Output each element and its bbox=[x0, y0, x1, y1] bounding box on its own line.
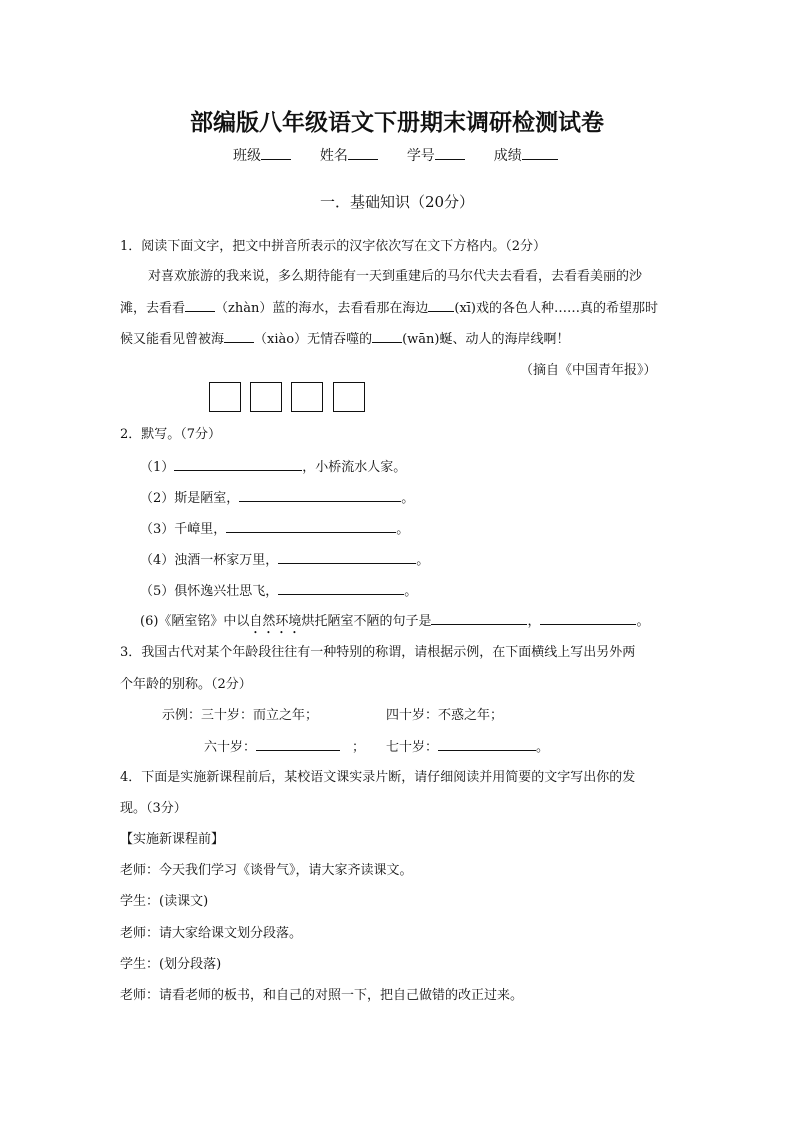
student-id-blank[interactable] bbox=[435, 147, 465, 160]
q4-transcript-line: 【实施新课程前】 bbox=[120, 832, 225, 847]
q4-stem-line2: 现。（3分） bbox=[120, 801, 187, 816]
q4-transcript-line: 学生：(读课文) bbox=[120, 894, 209, 909]
student-info-row bbox=[233, 147, 558, 165]
answer-box-3[interactable] bbox=[291, 382, 323, 412]
recite-blank-3[interactable] bbox=[226, 520, 396, 533]
score-blank[interactable] bbox=[522, 147, 558, 160]
q1-passage-line1: 对喜欢旅游的我来说，多么期待能有一天到重建后的马尔代夫去看看，去看看美丽的沙 bbox=[148, 269, 643, 284]
q1-stem: 1．阅读下面文字，把文中拼音所表示的汉字依次写在文下方格内。（2分） bbox=[120, 239, 547, 254]
pinyin-blank-1[interactable] bbox=[185, 299, 215, 312]
student-id-label: 学号 bbox=[406, 148, 435, 164]
pinyin-blank-4[interactable] bbox=[372, 330, 402, 343]
age-name-blank-1[interactable] bbox=[256, 738, 340, 751]
q3-stem-line1: 3．我国古代对某个年龄段往往有一种特别的称谓，请根据示例，在下面横线上写出另外两 bbox=[120, 645, 636, 660]
q2-item-5: （5）俱怀逸兴壮思飞， 。 bbox=[140, 584, 418, 599]
recite-blank-2[interactable] bbox=[239, 489, 401, 502]
q4-transcript-line: 老师：今天我们学习《谈骨气》，请大家齐读课文。 bbox=[120, 863, 413, 878]
emphasized-phrase: 自然环境 bbox=[249, 614, 302, 629]
recite-blank-6a[interactable] bbox=[431, 612, 527, 625]
q1-passage-line2: 滩，去看看 （zhàn）蓝的海水，去看看那在海边 (xī)戏的各色人种……真的希望那时 bbox=[120, 301, 659, 316]
age-name-blank-2[interactable] bbox=[438, 738, 536, 751]
q4-stem-line1: 4．下面是实施新课程前后，某校语文课实录片断，请仔细阅读并用简要的文字写出你的发 bbox=[120, 770, 636, 785]
page-title: 部编版八年级语文下册期末调研检测试卷 bbox=[190, 110, 604, 136]
class-label: 班级 bbox=[233, 148, 261, 164]
q3-example-1: 示例：三十岁：而立之年； bbox=[162, 708, 319, 723]
q2-item-4: （4）浊酒一杯家万里， 。 bbox=[140, 553, 430, 568]
q2-item-3: （3）千嶂里， 。 bbox=[140, 522, 410, 537]
answer-box-4[interactable] bbox=[333, 382, 365, 412]
q3-stem-line2: 个年龄的别称。（2分） bbox=[120, 677, 252, 692]
recite-blank-1[interactable] bbox=[174, 458, 302, 471]
section-heading: 一．基础知识（20分） bbox=[319, 193, 475, 211]
score-label: 成绩 bbox=[493, 148, 522, 164]
q4-transcript-line: 学生：(划分段落) bbox=[120, 957, 222, 972]
answer-box-2[interactable] bbox=[250, 382, 282, 412]
q3-ask-1: 六十岁： ； bbox=[204, 740, 366, 755]
q3-example-2: 四十岁：不惑之年； bbox=[386, 708, 504, 723]
q2-item-6: (6)《陋室铭》中以自然环境烘托陋室不陋的句子是 ， 。 bbox=[140, 614, 650, 629]
pinyin-blank-3[interactable] bbox=[224, 330, 254, 343]
pinyin-blank-2[interactable] bbox=[428, 299, 454, 312]
q1-passage-line3: 候又能看见曾被海 （xiào）无情吞噬的 (wān)蜒、动人的海岸线啊！ bbox=[120, 332, 570, 347]
name-blank[interactable] bbox=[348, 147, 378, 160]
recite-blank-4[interactable] bbox=[278, 551, 416, 564]
q3-ask-2: 七十岁： 。 bbox=[386, 740, 550, 755]
recite-blank-6b[interactable] bbox=[540, 612, 636, 625]
answer-box-1[interactable] bbox=[209, 382, 241, 412]
name-label: 姓名 bbox=[319, 148, 348, 164]
q2-item-1: （1） ，小桥流水人家。 bbox=[140, 460, 407, 475]
q4-transcript-line: 老师：请看老师的板书，和自己的对照一下，把自己做错的改正过来。 bbox=[120, 988, 524, 1003]
q2-item-2: （2）斯是陋室， 。 bbox=[140, 491, 415, 506]
q4-transcript-line: 老师：请大家给课文划分段落。 bbox=[120, 926, 303, 941]
q1-source: （摘自《中国青年报》） bbox=[520, 363, 657, 378]
q2-stem: 2．默写。（7分） bbox=[120, 427, 222, 442]
recite-blank-5[interactable] bbox=[278, 582, 404, 595]
class-blank[interactable] bbox=[261, 147, 291, 160]
